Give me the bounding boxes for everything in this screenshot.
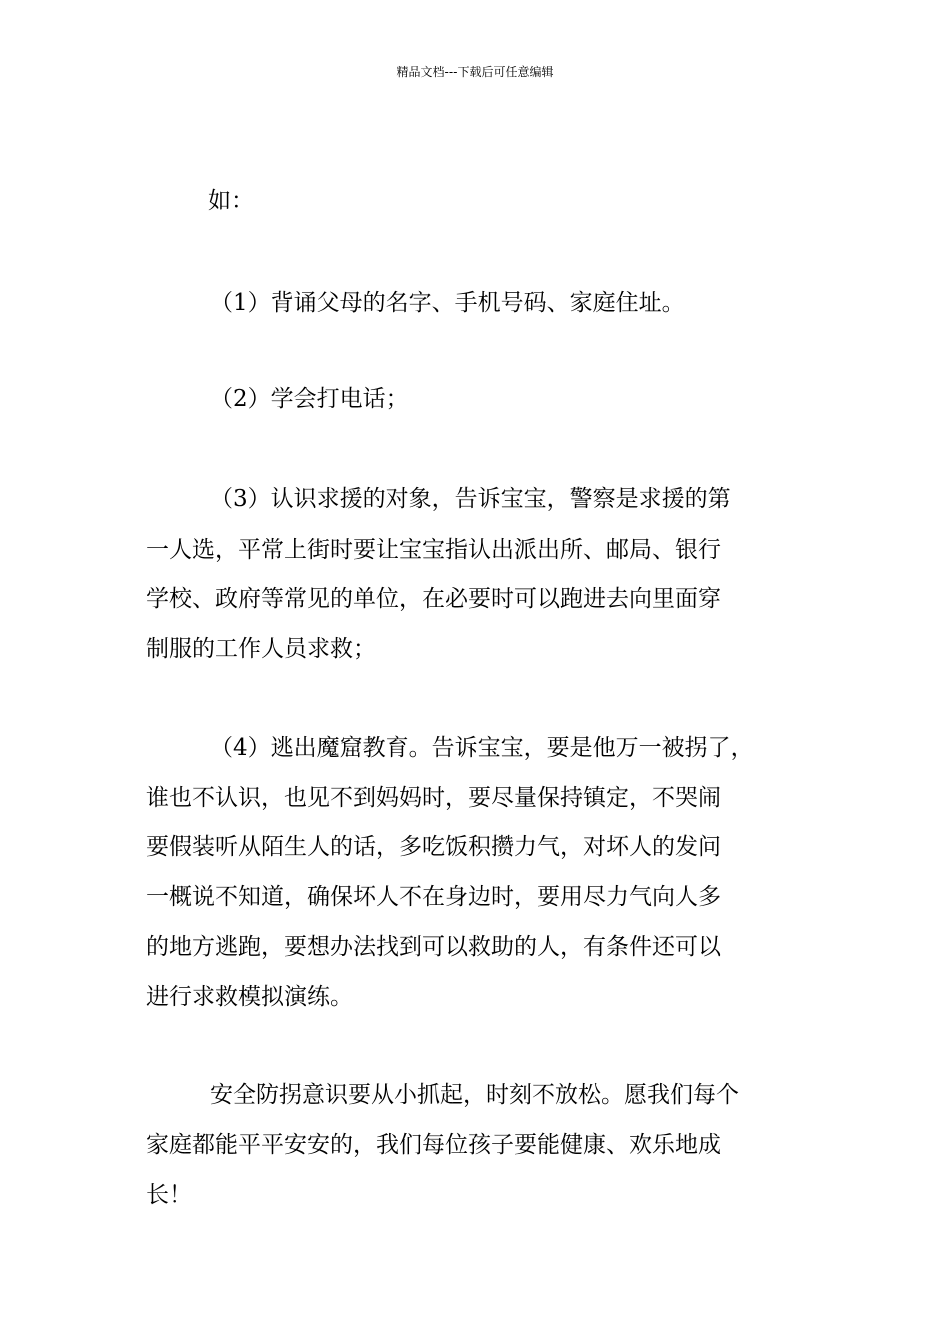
item-4-line: 的地方逃跑，要想办法找到可以救助的人，有条件还可以 [146, 934, 721, 960]
item-3-line: 一人选，平常上街时要让宝宝指认出派出所、邮局、银行 [146, 537, 721, 563]
item-4-line: 谁也不认识，也见不到妈妈时，要尽量保持镇定，不哭闹 [146, 785, 721, 811]
closing-line: 家庭都能平平安安的，我们每位孩子要能健康、欢乐地成 [146, 1132, 721, 1158]
page-header: 精品文档---下载后可任意编辑 [396, 65, 554, 79]
closing-line: 长！ [146, 1182, 192, 1208]
item-1-text: （1）背诵父母的名字、手机号码、家庭住址。 [210, 290, 685, 316]
item-4-line: 要假装听从陌生人的话，多吃饭积攒力气，对坏人的发问 [146, 834, 721, 860]
item-4-line: （4）逃出魔窟教育。告诉宝宝，要是他万一被拐了， [210, 735, 754, 761]
item-3-line: （3）认识求援的对象，告诉宝宝，警察是求援的第 [210, 486, 731, 512]
item-3-line: 学校、政府等常见的单位，在必要时可以跑进去向里面穿 [146, 586, 721, 612]
item-4-line: 进行求救模拟演练。 [146, 984, 353, 1010]
item-2-text: （2）学会打电话； [210, 386, 409, 412]
item-3-line: 制服的工作人员求救； [146, 636, 376, 662]
intro-text: 如： [208, 188, 254, 214]
item-4-line: 一概说不知道，确保坏人不在身边时，要用尽力气向人多 [146, 884, 721, 910]
closing-line: 安全防拐意识要从小抓起，时刻不放松。愿我们每个 [210, 1082, 739, 1108]
